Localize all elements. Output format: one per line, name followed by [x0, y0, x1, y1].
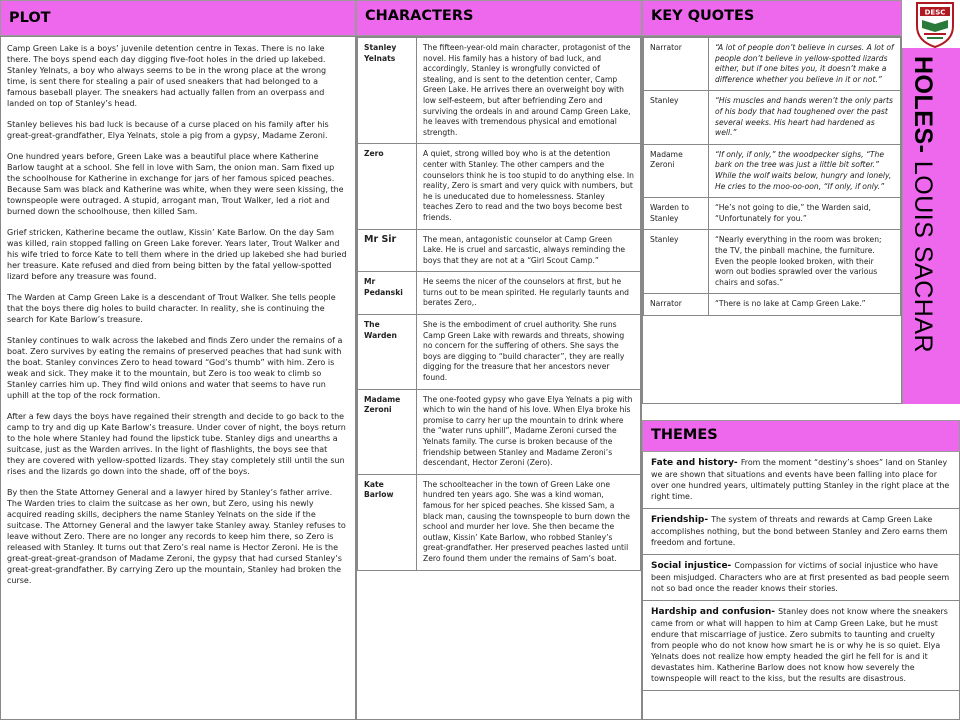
character-row: [358, 38, 641, 144]
key-quotes-panel: [642, 36, 902, 404]
theme-title: Friendship-: [651, 515, 712, 525]
theme-text: From the moment “destiny’s shoes” land on Stanley we are shown that situations and events have been falling into place for over one hundred years, ultimately putting Stanley in the right place at the right time.: [651, 458, 950, 501]
theme-text: The system of threats and rewards at Camp Green Lake accomplishes nothing, but the bond between Stanley and Zero earns them freedom and fortune.: [651, 515, 948, 547]
characters-header: CHARACTERS: [356, 0, 642, 36]
school-crest-logo: [912, 0, 958, 48]
quote-row: [644, 91, 901, 144]
characters-table: [357, 37, 641, 571]
quote-speaker: Warden to Stanley: [644, 198, 709, 230]
plot-panel: [0, 36, 356, 720]
quote-row: [644, 144, 901, 197]
quote-text: “Nearly everything in the room was broken; the TV, the pinball machine, the furniture. Even the people looked broken, with their worn out bodies sprawled over the various chairs and sofas.”: [709, 230, 901, 294]
plot-text: [1, 37, 355, 586]
character-description: The schoolteacher in the town of Green Lake one hundred ten years ago. She was a kind woman, famous for her spiced peaches. She kissed Sam, a black man, causing the townspeople to burn down the school and murder her love. She then became the outlaw, Kissin’ Kate Barlow, who robbed Stanley’s great-grandfather. Her preserved peaches lasted until Zero found them under the remains of Sam’s boat.: [417, 474, 641, 570]
plot-paragraph: Stanley continues to walk across the lakebed and finds Zero under the remains of a boat. Zero survives by eating the remains of preserved peaches that had sunk with the boat. Stanley convinces Zero to head toward “God’s thumb” with him. Zero is weak and sick. They make it to the mountain, but Zero is too weak to climb so Stanley carries him up. They find wild onions and water that seems to have run uphill at the top of the rock formation.: [7, 336, 343, 400]
quote-speaker: Stanley: [644, 91, 709, 144]
quote-speaker: Madame Zeroni: [644, 144, 709, 197]
themes-panel: [642, 452, 960, 720]
quote-speaker: Narrator: [644, 294, 709, 316]
character-name: Mr Sir: [358, 229, 417, 272]
title-banner: [902, 48, 960, 404]
theme-item: [643, 509, 959, 555]
quotes-table: [643, 37, 901, 316]
quote-row: [644, 38, 901, 91]
character-row: [358, 144, 641, 229]
character-row: [358, 474, 641, 570]
character-description: He seems the nicer of the counselors at first, but he turns out to be mean spirited. He regularly taunts and berates Zero,.: [417, 272, 641, 315]
character-name: The Warden: [358, 315, 417, 390]
theme-item: [643, 555, 959, 601]
quote-row: [644, 230, 901, 294]
character-name: Stanley Yelnats: [358, 38, 417, 144]
character-name: Kate Barlow: [358, 474, 417, 570]
character-row: [358, 315, 641, 390]
quote-row: [644, 294, 901, 316]
quote-speaker: Stanley: [644, 230, 709, 294]
plot-paragraph: The Warden at Camp Green Lake is a descendant of Trout Walker. She tells people that the boys there dig holes to build character. In reality, she is continuing the search for Kate Barlow’s treasure.: [7, 293, 336, 324]
themes-header: THEMES: [642, 420, 960, 452]
theme-item: [643, 601, 959, 691]
quote-text: “He’s not going to die,” the Warden said, “Unfortunately for you.”: [709, 198, 901, 230]
theme-text: Stanley does not know where the sneakers came from or what will happen to him at Camp Green Lake, but he must endure that miscarriage of justice. Zero submits to taunting and cruelty from people who do not know how smart he is or why he is so quiet. Elya Yelnats does not realize how empty headed the girl he fell for is and it devastates him. Katherine Barlow does not know how severely the townspeople will react to the kiss, but the results are disastrous.: [651, 607, 948, 683]
character-description: A quiet, strong willed boy who is at the detention center with Stanley. The other campers and the counselors think he is too stupid to do anything else. In reality, Zero is smart and very quick with numbers, but he is uneducated due to homelessness. Stanley teaches Zero to read and the two boys become best friends.: [417, 144, 641, 229]
theme-text: Compassion for victims of social injustice who have been misjudged. Characters who are at first presented as bad people seem not so bad once the reader knows their stories.: [651, 561, 950, 593]
quote-speaker: Narrator: [644, 38, 709, 91]
character-name: Zero: [358, 144, 417, 229]
characters-panel: [356, 36, 642, 720]
plot-paragraph: Stanley believes his bad luck is because of a curse placed on his family after his great-great-grandfather, Elya Yelnats, stole a pig from a gypsy, Madame Zeroni.: [7, 120, 329, 140]
character-name: Mr Pedanski: [358, 272, 417, 315]
character-name: Madame Zeroni: [358, 389, 417, 474]
theme-title: Social injustice-: [651, 561, 735, 571]
plot-paragraph: After a few days the boys have regained their strength and decide to go back to the camp to try and dig up Kate Barlow’s treasure. Under cover of night, the boys return to the hole where Stanley had found the lipstick tube. Stanley digs and unearths a suitcase, just as the Warden arrives. In the light of flashlights, the boys see that they are covered with yellow-spotted lizards. They stay completely still until the sun rises and the lizards go down into the shade, off of the boys.: [7, 412, 346, 476]
theme-title: Fate and history-: [651, 458, 741, 468]
character-row: [358, 272, 641, 315]
plot-header: PLOT: [0, 0, 356, 36]
quote-row: [644, 198, 901, 230]
theme-title: Hardship and confusion-: [651, 607, 779, 617]
quote-text: “If only, if only,” the woodpecker sighs, “The bark on the tree was just a little bit softer.” While the wolf waits below, hungry and lonely, He cries to the moo-oo-oon, “If only, if only.”: [709, 144, 901, 197]
plot-paragraph: One hundred years before, Green Lake was a beautiful place where Katherine Barlow taught at a school. She fell in love with Sam, the onion man. Sam fixed up the schoolhouse for Katherine in exchange for jars of her famous spiced peaches. Because Sam was black and Katherine was white, when they were seen kissing, the townspeople were outraged. A stupid, arrogant man, Trout Walker, led a riot and burned down the schoolhouse, then killed Sam.: [7, 152, 344, 216]
svg-text:DESC: DESC: [924, 8, 946, 17]
plot-paragraph: Camp Green Lake is a boys’ juvenile detention centre in Texas. There is no lake there. The boys spend each day digging five-foot holes in the dried up lakebed. Stanley Yelnats, a boy who always seems to be in the wrong place at the wrong time, is sent there for stealing a pair of used sneakers that had belonged to a famous baseball player. The sneakers had actually fallen from an overpass and landed on top of Stanley’s head.: [7, 44, 327, 108]
quote-text: “His muscles and hands weren’t the only parts of his body that had toughened over the past several weeks. His heart had hardened as well.”: [709, 91, 901, 144]
theme-item: [643, 452, 959, 509]
page-title: HOLES- LOUIS SACHAR: [909, 56, 937, 354]
character-row: [358, 389, 641, 474]
plot-paragraph: Grief stricken, Katherine became the outlaw, Kissin’ Kate Barlow. On the day Sam was killed, rain stopped falling on Green Lake forever. Years later, Trout Walker and his wife tried to force Kate to tell them where in the dried up lakebed she had buried her treasure. Kate refused and died from being bitten by the fatal yellow-spotted lizard before any treasure was found.: [7, 228, 347, 281]
character-row: [358, 229, 641, 272]
character-description: She is the embodiment of cruel authority. She runs Camp Green Lake with rewards and threats, showing no concern for the suffering of others. She says the boys are digging to “build character”, they are really digging for the treasure that her ancestors never found.: [417, 315, 641, 390]
quote-text: “A lot of people don’t believe in curses. A lot of people don’t believe in yellow-spotted lizards either, but if one bites you, it doesn’t make a difference whether you believe in it or not.”: [709, 38, 901, 91]
character-description: The mean, antagonistic counselor at Camp Green Lake. He is cruel and sarcastic, always reminding the boys that they are not at a “Girl Scout Camp.”: [417, 229, 641, 272]
quote-text: “There is no lake at Camp Green Lake.”: [709, 294, 901, 316]
character-description: The fifteen-year-old main character, protagonist of the novel. His family has a history of bad luck, and accordingly, Stanley is wrongfully convicted of stealing, and is sent to the detention center, Camp Green Lake. He arrives there an overweight boy with low self-esteem, but after befriending Zero and surviving the ordeals in and around Camp Green Lake, he leaves with tremendous physical and emotional strength.: [417, 38, 641, 144]
plot-paragraph: By then the State Attorney General and a lawyer hired by Stanley’s father arrive. The Warden tries to claim the suitcase as her own, but Zero, using his newly acquired reading skills, deciphers the name Stanley Yelnats on the side if the suitcase. The Attorney General and the lawyer take Stanley away. Stanley refuses to leave without Zero. There are no longer any records to keep him there, so Zero is released with Stanley. It turns out that Zero’s real name is Hector Zeroni. He is the great-great-great-grandson of Madame Zeroni, the gypsy that had cursed Stanley’s great-great-grandfather. By carrying Zero up the mountain, Stanley had broken the curse.: [7, 488, 346, 585]
key-quotes-header: KEY QUOTES: [642, 0, 902, 36]
character-description: The one-footed gypsy who gave Elya Yelnats a pig with which to win the hand of his love. When Elya broke his promise to carry her up the mountain to drink where the “water runs uphill”, Madame Zeroni cursed the Yelnats family. The curse is broken because of the friendship between Stanley and Madame Zeroni’s descendant, Hector Zeroni (Zero).: [417, 389, 641, 474]
